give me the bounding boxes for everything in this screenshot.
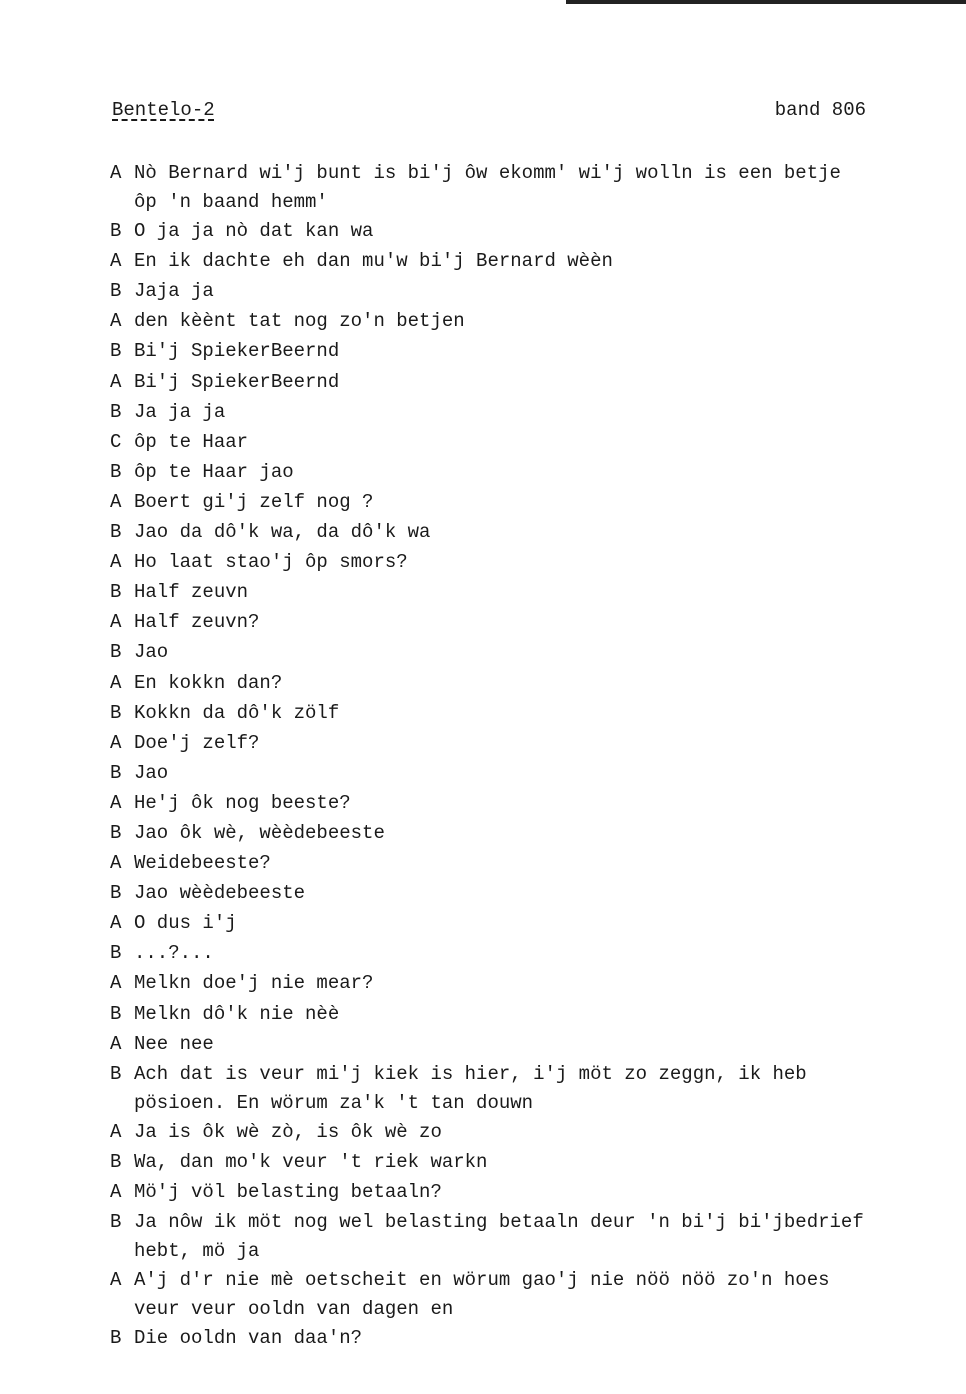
utterance-text: En ik dachte eh dan mu'w bi'j Bernard wèèn: [134, 250, 613, 273]
utterance-continuation: hebt, mö ja: [134, 1240, 260, 1263]
utterance-text: En kokkn dan?: [134, 671, 283, 694]
transcript-line: [110, 968, 930, 998]
speaker-label: A: [110, 1181, 122, 1203]
utterance-text: ôp te Haar jao: [134, 460, 294, 483]
utterance-text: Jaja ja: [134, 280, 214, 303]
speaker-label: B: [110, 761, 122, 784]
speaker-label: B: [110, 400, 122, 423]
utterance-text: Ja is ôk wè zò, is ôk wè zo: [134, 1120, 442, 1143]
transcript-line: [110, 158, 930, 188]
utterance-text: Doe'j zelf?: [134, 731, 260, 754]
utterance-text: Half zeuvn?: [134, 611, 260, 634]
speaker-label: A: [110, 1120, 122, 1143]
transcript-line: [110, 427, 930, 457]
utterance-text: Kokkn da dô'k zölf: [134, 701, 340, 724]
utterance-text: He'j ôk nog beeste?: [134, 791, 351, 814]
utterance-text: Boert gi'j zelf nog ?: [134, 490, 374, 513]
speaker-label: A: [110, 370, 122, 393]
utterance-text: Bi'j SpiekerBeernd: [134, 370, 340, 393]
utterance-text: Jao ôk wè, wèèdebeeste: [134, 821, 385, 844]
transcript-line: [110, 938, 930, 968]
utterance-text: Ja ja ja: [134, 400, 226, 423]
utterance-text: Ach dat is veur mi'j kiek is hier, i'j möt zo zeggn, ik heb: [134, 1062, 807, 1085]
speaker-label: A: [110, 1032, 122, 1055]
utterance-text: ...?...: [134, 942, 214, 965]
transcript-line: [110, 758, 930, 788]
transcript-line: [110, 336, 930, 366]
transcript-line: [110, 1177, 930, 1207]
speaker-label: B: [110, 942, 122, 965]
speaker-label: B: [110, 1327, 122, 1350]
transcript-line: [110, 577, 930, 607]
utterance-text: Weidebeeste?: [134, 852, 271, 875]
speaker-label: B: [110, 1062, 122, 1085]
page-header: [112, 99, 866, 129]
speaker-label: A: [110, 162, 122, 184]
transcript-line: [110, 246, 930, 276]
utterance-text: Nee nee: [134, 1032, 214, 1055]
speaker-label: C: [110, 430, 122, 453]
transcript-line: [110, 1147, 930, 1177]
transcript-line: [110, 1207, 930, 1237]
transcript-line: [110, 517, 930, 547]
speaker-label: B: [110, 581, 122, 604]
transcript-line: [110, 1117, 930, 1147]
speaker-label: A: [110, 912, 122, 935]
transcript-line: [110, 908, 930, 938]
utterance-text: Jao: [134, 761, 169, 784]
speaker-label: B: [110, 220, 122, 243]
speaker-label: B: [110, 280, 122, 303]
transcript-line: [110, 367, 930, 397]
transcript-line: [110, 1029, 930, 1059]
transcript-line: [110, 1059, 930, 1089]
speaker-label: A: [110, 490, 122, 513]
utterance-text: Jao da dô'k wa, da dô'k wa: [134, 521, 431, 544]
transcript-line: [110, 1323, 930, 1353]
speaker-label: A: [110, 1269, 122, 1292]
utterance-text: Nò Bernard wi'j bunt is bi'j ôw ekomm' wi'j wolln is een betje: [134, 162, 841, 184]
transcript-line: [110, 999, 930, 1029]
utterance-text: O dus i'j: [134, 912, 237, 935]
speaker-label: B: [110, 701, 122, 724]
transcript-line: [110, 818, 930, 848]
utterance-text: Jao wèèdebeeste: [134, 882, 306, 905]
transcript-line: [110, 487, 930, 517]
speaker-label: B: [110, 821, 122, 844]
transcript-line: [110, 276, 930, 306]
transcript-line: [110, 728, 930, 758]
transcript-line: [110, 607, 930, 637]
utterance-text: den kèènt tat nog zo'n betjen: [134, 310, 465, 333]
transcript-line: [110, 698, 930, 728]
transcript: [110, 158, 930, 1353]
document-title: Bentelo-2: [112, 99, 215, 121]
speaker-label: A: [110, 551, 122, 574]
utterance-text: Jao: [134, 641, 169, 664]
utterance-text: Die ooldn van daa'n?: [134, 1327, 363, 1350]
transcript-line: [110, 637, 930, 667]
utterance-continuation: veur veur ooldn van dagen en: [134, 1298, 454, 1321]
transcript-line: [110, 457, 930, 487]
utterance-text: Melkn doe'j nie mear?: [134, 972, 374, 995]
transcript-line: [110, 1265, 930, 1295]
transcript-line: [110, 668, 930, 698]
speaker-label: A: [110, 310, 122, 333]
speaker-label: B: [110, 521, 122, 544]
utterance-text: Bi'j SpiekerBeernd: [134, 340, 340, 363]
transcript-line: [110, 788, 930, 818]
utterance-text: O ja ja nò dat kan wa: [134, 220, 374, 243]
speaker-label: B: [110, 1150, 122, 1173]
speaker-label: B: [110, 641, 122, 664]
speaker-label: B: [110, 1211, 122, 1234]
speaker-label: B: [110, 1002, 122, 1025]
transcript-line: [110, 306, 930, 336]
speaker-label: A: [110, 852, 122, 875]
speaker-label: A: [110, 791, 122, 814]
transcript-line: [110, 848, 930, 878]
utterance-text: Half zeuvn: [134, 581, 249, 604]
speaker-label: A: [110, 671, 122, 694]
speaker-label: A: [110, 250, 122, 273]
speaker-label: A: [110, 731, 122, 754]
speaker-label: B: [110, 340, 122, 363]
utterance-continuation: pösioen. En wörum za'k 't tan douwn: [134, 1091, 534, 1114]
speaker-label: B: [110, 882, 122, 905]
speaker-label: A: [110, 972, 122, 995]
utterance-text: Ho laat stao'j ôp smors?: [134, 551, 408, 574]
transcript-line: [110, 547, 930, 577]
band-number: band 806: [774, 99, 866, 121]
utterance-text: Ja nôw ik möt nog wel belasting betaaln deur 'n bi'j bi'jbedrief: [134, 1211, 864, 1234]
utterance-continuation: ôp 'n baand hemm': [134, 191, 328, 214]
utterance-text: Melkn dô'k nie nèè: [134, 1002, 340, 1025]
utterance-text: ôp te Haar: [134, 430, 249, 453]
utterance-text: Mö'j völ belasting betaaln?: [134, 1181, 442, 1203]
speaker-label: B: [110, 460, 122, 483]
transcript-line: [110, 878, 930, 908]
transcript-line: [110, 216, 930, 246]
speaker-label: A: [110, 611, 122, 634]
transcript-line: [110, 397, 930, 427]
top-rule: [566, 0, 966, 4]
utterance-text: A'j d'r nie mè oetscheit en wörum gao'j nie nöö nöö zo'n hoes: [134, 1269, 830, 1292]
utterance-text: Wa, dan mo'k veur 't riek warkn: [134, 1150, 488, 1173]
